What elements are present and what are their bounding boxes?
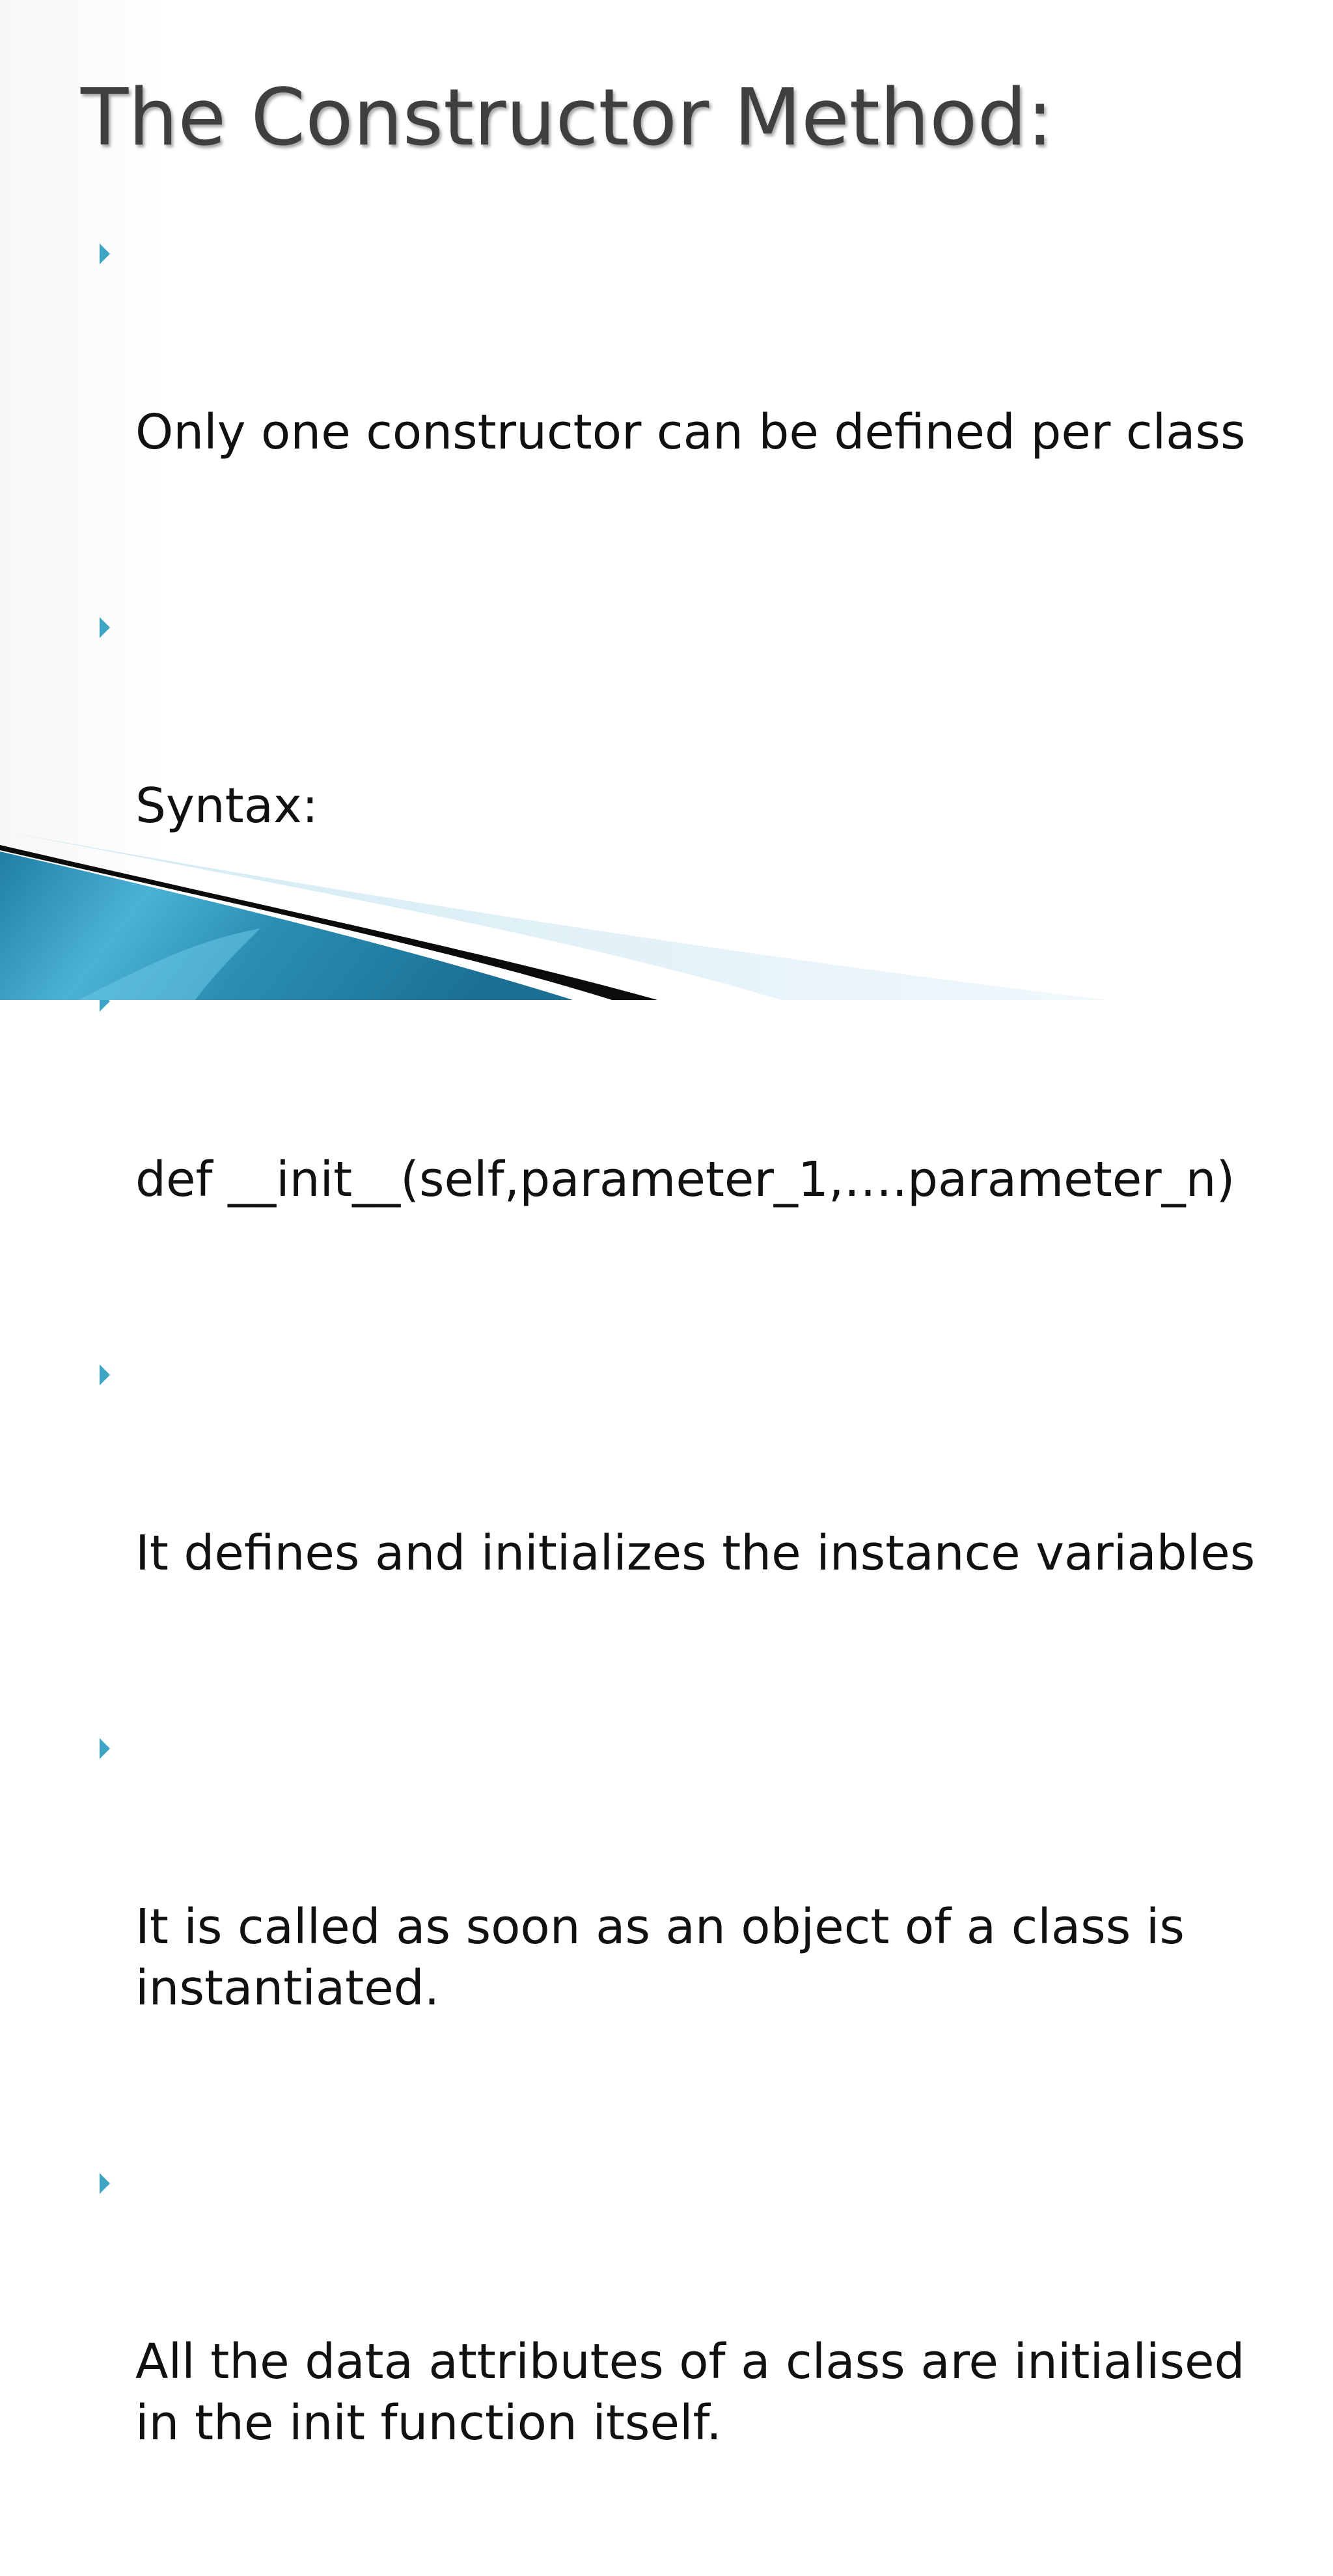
triangle-right-icon [100,617,110,638]
bullet-item [0,965,1333,1333]
bullet-text: It defines and initializes the instance variables [135,1525,1256,1581]
slide-title: The Constructor Method: [81,73,1053,163]
bullet-item [0,1339,1333,1706]
triangle-right-icon [100,1364,110,1385]
bullet-item [0,1713,1333,2141]
bullet-text: Only one constructor can be defined per class [135,404,1246,460]
corner-swoosh-decoration [0,831,1333,1000]
bullet-text: def __init__(self,parameter_1,….parameter_n) [135,1152,1235,1208]
bullet-item [0,218,1333,585]
triangle-right-icon [100,1738,110,1759]
bullet-item [0,2148,1333,2576]
triangle-right-icon [100,243,110,264]
bullet-text: It is called as soon as an object of a class is instantiated. [135,1899,1185,2016]
bullet-text: Syntax: [135,778,318,834]
triangle-right-icon [100,2173,110,2194]
bullet-list [0,218,1333,2576]
bullet-text: All the data attributes of a class are initialised in the init function itself. [135,2334,1245,2451]
